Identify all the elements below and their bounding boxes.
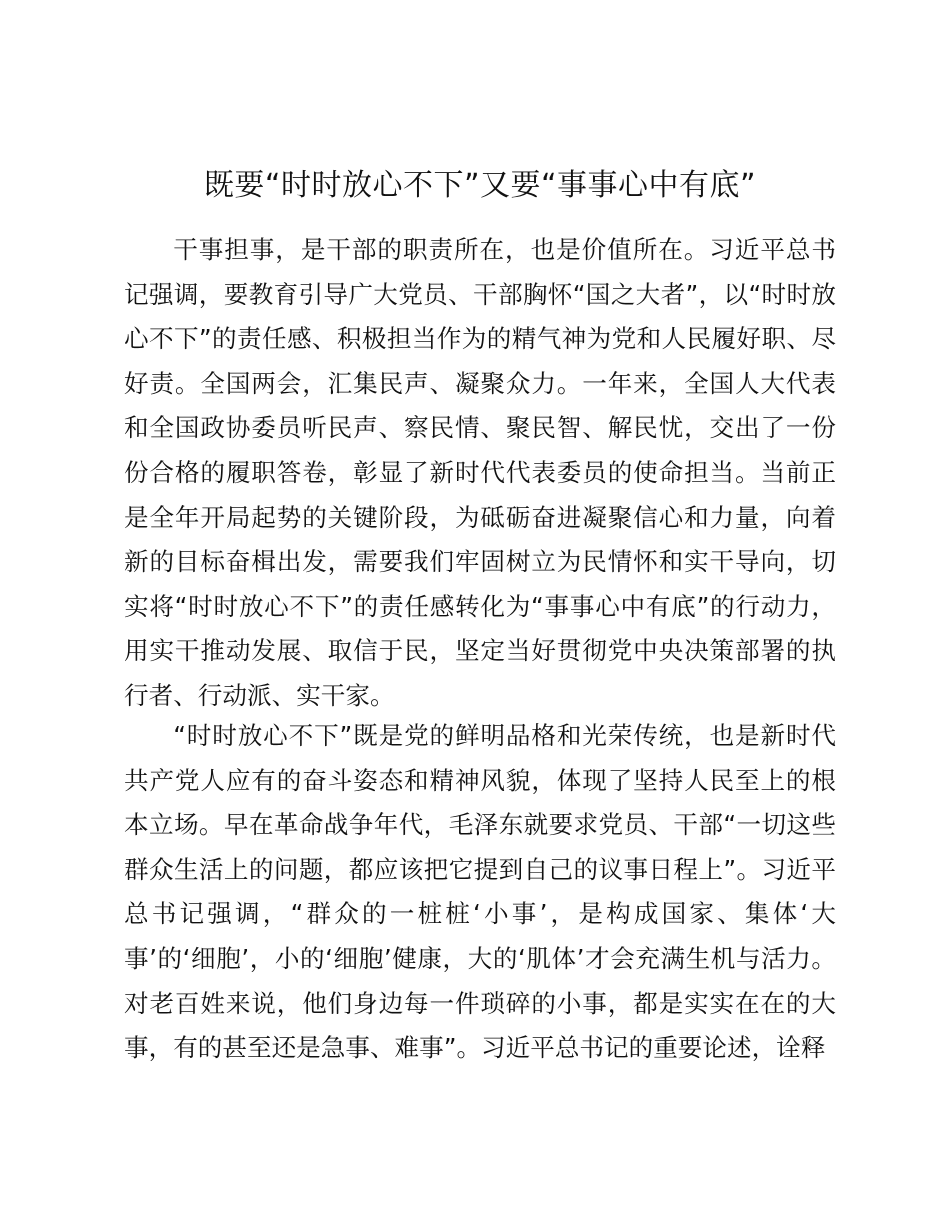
body-paragraph-1 bbox=[124, 228, 836, 719]
paragraph-text: 干事担事，是干部的职责所在，也是价值所在。习近平总书记强调，要教育引导广大党员、干部胸怀“国之大者”，以“时时放心不下”的责任感、积极担当作为的精气神为党和人民履好职、尽好责。全国两会，汇集民声、凝聚众力。一年来，全国人大代表和全国政协委员听民声、察民情、聚民智、解民忧，交出了一份份合格的履职答卷，彰显了新时代代表委员的使命担当。当前正是全年开局起势的关键阶段，为砥砺奋进凝聚信心和力量，向着新的目标奋楫出发，需要我们牢固树立为民情怀和实干导向，切实将“时时放心不下”的责任感转化为“事事心中有底”的行动力，用实干推动发展、取信于民，坚定当好贯彻党中央决策部署的执行者、行动派、实干家。 bbox=[124, 235, 836, 710]
paragraph-text: “时时放心不下”既是党的鲜明品格和光荣传统，也是新时代共产党人应有的奋斗姿态和精神风貌，体现了坚持人民至上的根本立场。早在革命战争年代，毛泽东就要求党员、干部“一切这些群众生活上的问题，都应该把它提到自己的议事日程上”。习近平总书记强调，“群众的一桩桩‘小事’，是构成国家、集体‘大事’的‘细胞’，小的‘细胞’健康，大的‘肌体’才会充满生机与活力。对老百姓来说，他们身边每一件琐碎的小事，都是实实在在的大事，有的甚至还是急事、难事”。习近平总书记的重要论述，诠释 bbox=[124, 721, 836, 1063]
body-paragraph-2 bbox=[124, 714, 836, 1071]
document-title: 既要“时时放心不下”又要“事事心中有底” bbox=[203, 168, 757, 203]
